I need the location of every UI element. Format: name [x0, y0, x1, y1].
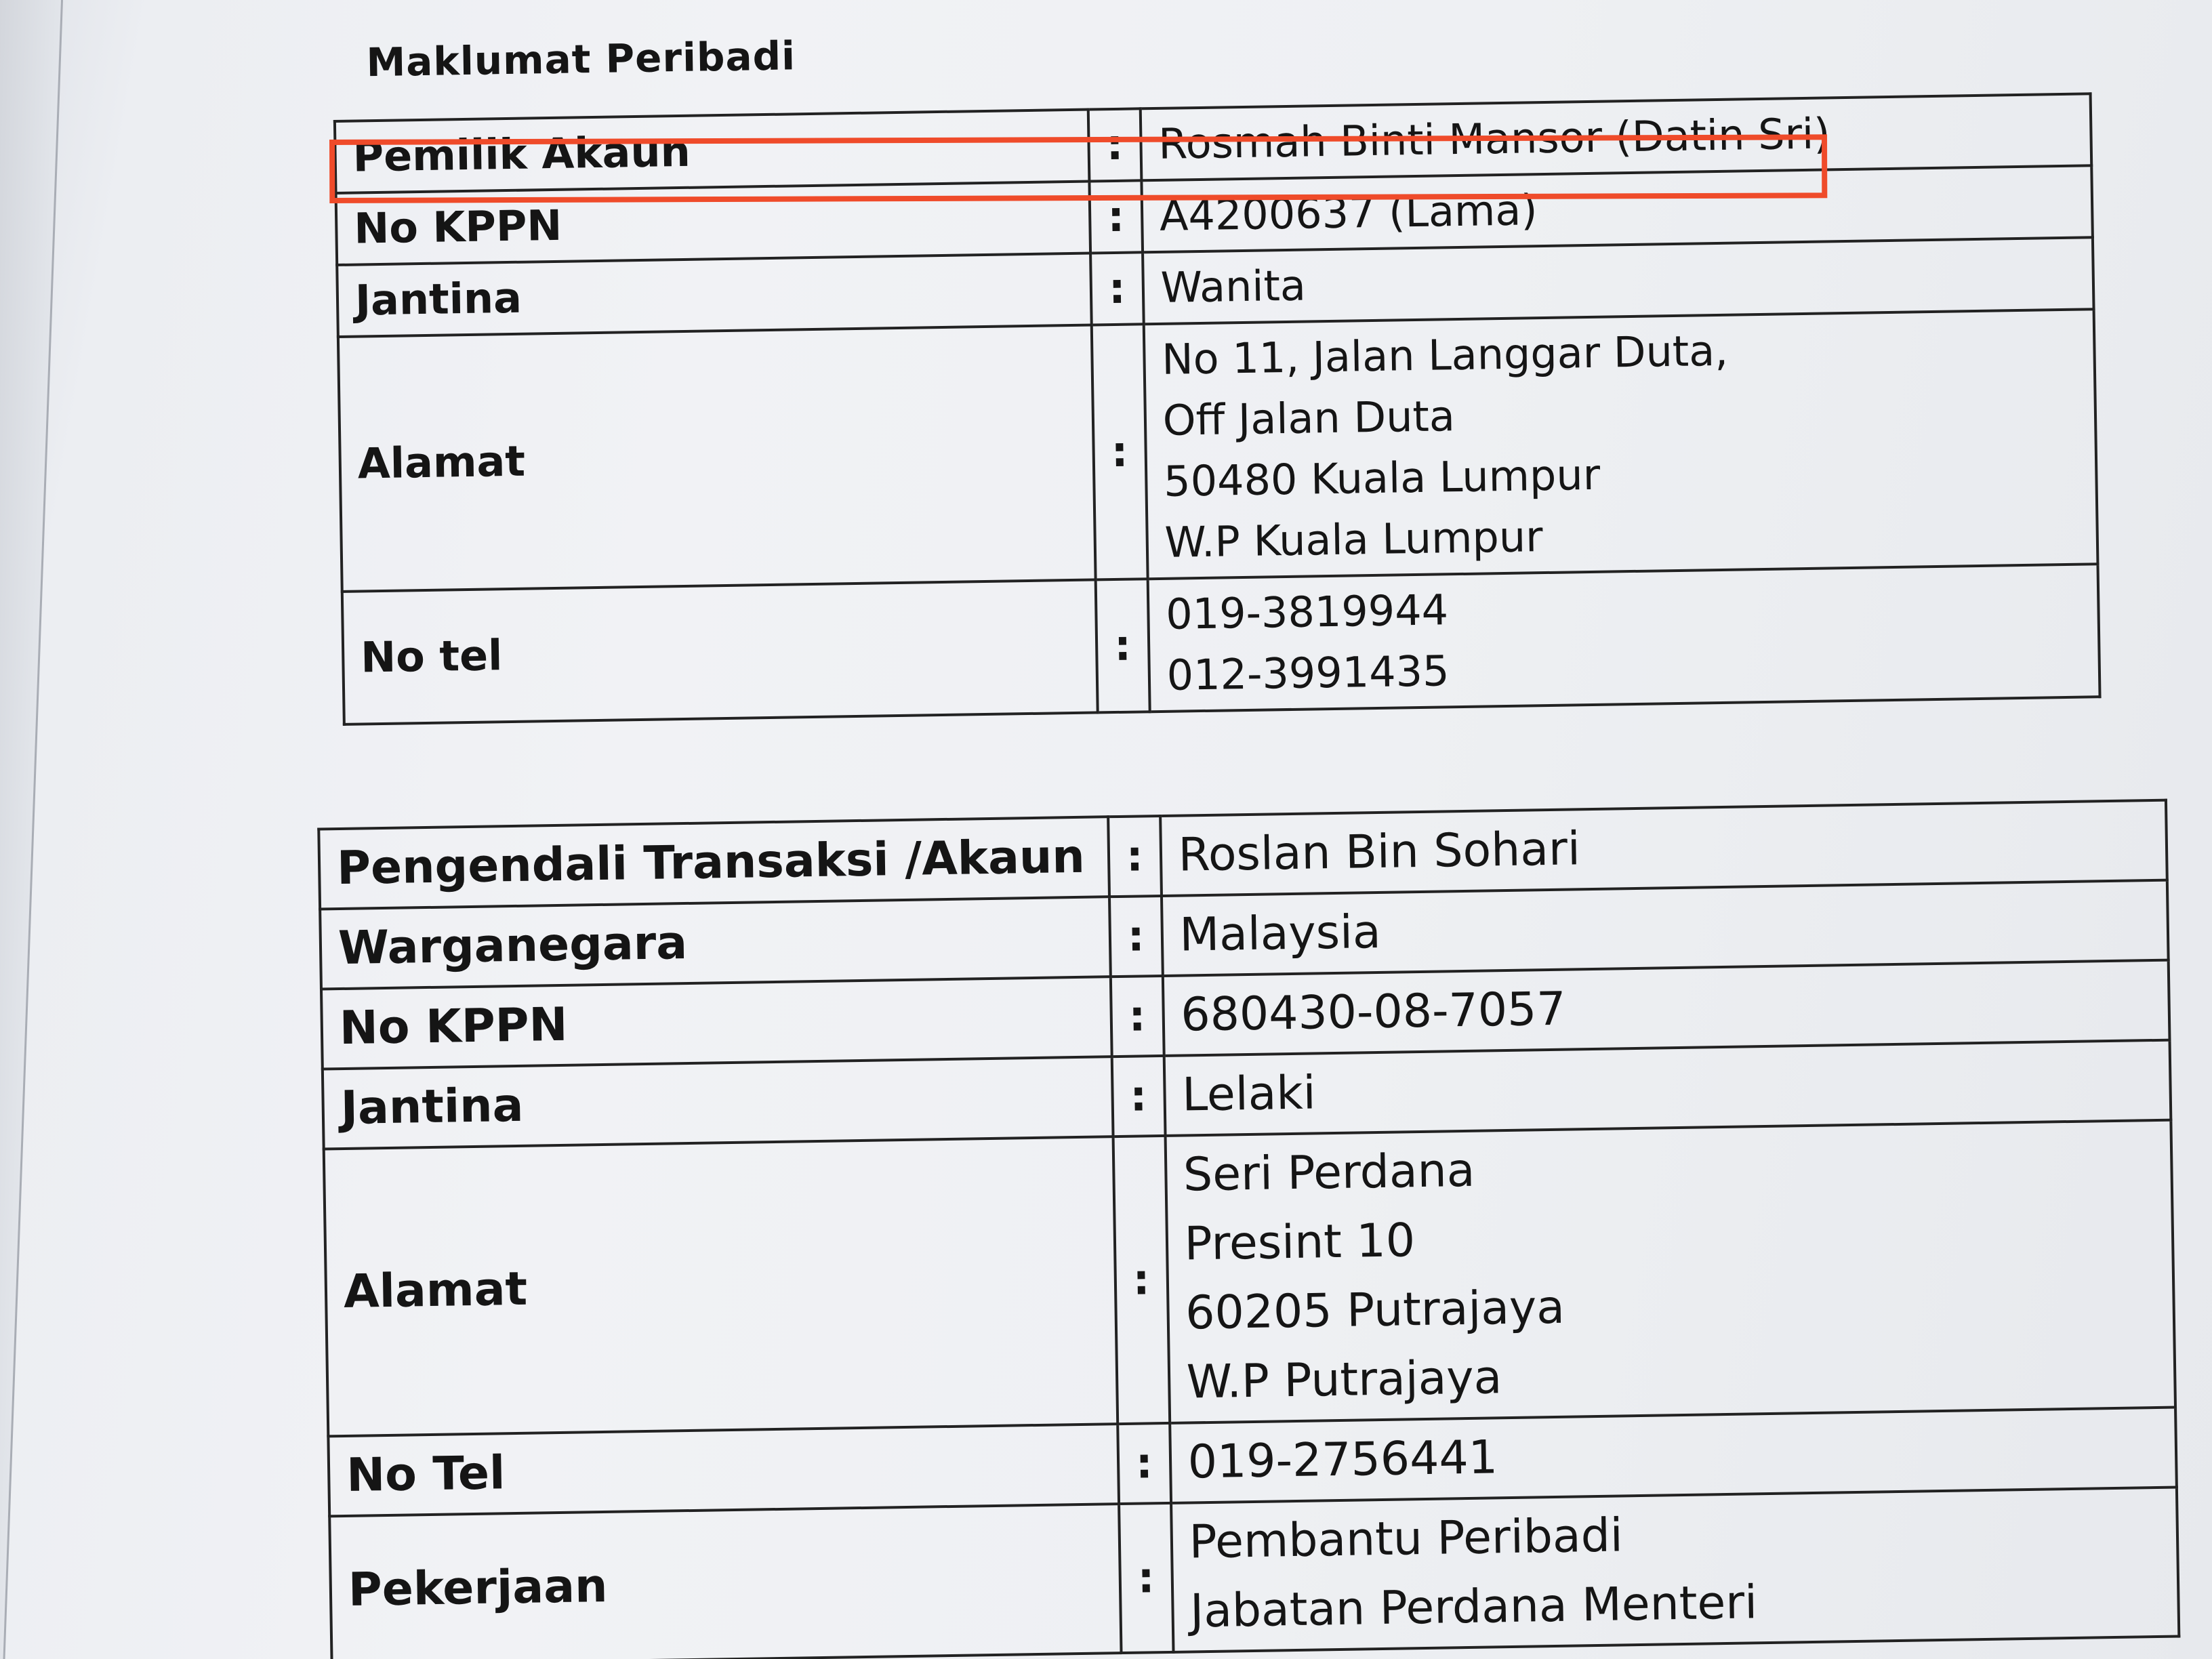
row-separator: : — [1089, 180, 1142, 253]
row-separator: : — [1119, 1503, 1173, 1653]
value-line: 019-3819944 — [1165, 585, 1449, 639]
page-edge — [0, 0, 63, 1659]
value-line: 012-3991435 — [1166, 646, 1450, 700]
table-row — [324, 1120, 2175, 1437]
highlight-box — [329, 134, 1827, 203]
row-value — [1162, 880, 2169, 976]
row-value — [1171, 1488, 2179, 1652]
value-line: No 11, Jalan Langgar Duta, — [1161, 325, 1729, 384]
value-line: Presint 10 — [1184, 1214, 1416, 1271]
value-line: Seri Perdana — [1183, 1143, 1475, 1202]
table-row — [338, 309, 2097, 592]
value-line: 50480 Kuala Lumpur — [1163, 449, 1601, 506]
document-title: Maklumat Peribadi — [365, 33, 796, 86]
row-value — [1160, 800, 2167, 896]
row-separator: : — [1090, 252, 1143, 325]
row-value — [1164, 1040, 2171, 1136]
value-line: 680430-08-7057 — [1180, 982, 1567, 1042]
value-line: W.P Kuala Lumpur — [1164, 512, 1544, 567]
row-value — [1162, 960, 2169, 1056]
value-line: Off Jalan Duta — [1162, 391, 1456, 445]
row-value — [1144, 309, 2098, 579]
row-separator: : — [1118, 1423, 1171, 1504]
value-line: 60205 Putrajaya — [1185, 1280, 1565, 1340]
value-line: 019-2756441 — [1187, 1431, 1498, 1490]
value-line: W.P Putrajaya — [1186, 1351, 1502, 1410]
row-separator: : — [1096, 579, 1150, 712]
row-separator: : — [1092, 324, 1148, 579]
row-label: Pekerjaan — [329, 1504, 1121, 1659]
value-line: Rosmah Binti Mansor (Datin Sri) — [1158, 108, 1830, 169]
row-value — [1170, 1408, 2177, 1503]
row-value — [1165, 1120, 2175, 1423]
row-label: Jantina — [337, 253, 1092, 337]
row-separator: : — [1108, 816, 1162, 897]
row-label: Jantina — [323, 1057, 1113, 1149]
row-separator: : — [1112, 1056, 1166, 1136]
row-label: Alamat — [324, 1136, 1118, 1436]
row-separator: : — [1109, 896, 1163, 977]
value-line: Roslan Bin Sohari — [1178, 822, 1581, 882]
row-label: Pengendali Transaksi /Akaun — [319, 817, 1109, 909]
row-separator: : — [1111, 976, 1164, 1057]
row-value — [1147, 564, 2100, 712]
row-label: Pemilik Akaun — [335, 110, 1090, 193]
handler-table — [317, 799, 2180, 1659]
row-separator: : — [1113, 1136, 1169, 1424]
value-line: Malaysia — [1179, 905, 1382, 962]
document-page — [291, 12, 2180, 1659]
value-line: A4200637 (Lama) — [1159, 185, 1538, 241]
row-label: No KPPN — [321, 977, 1112, 1069]
value-line: Pembantu Peribadi — [1188, 1509, 1624, 1570]
table-row — [342, 564, 2100, 724]
value-line: Wanita — [1160, 260, 1307, 312]
row-label: No tel — [342, 579, 1098, 724]
row-separator: : — [1088, 108, 1141, 181]
row-label: No Tel — [328, 1424, 1119, 1516]
row-label: Alamat — [338, 325, 1096, 592]
value-line: Lelaki — [1181, 1066, 1317, 1122]
value-line: Jabatan Perdana Menteri — [1189, 1576, 1758, 1639]
table-row — [329, 1488, 2179, 1659]
row-label: Warganegara — [320, 897, 1111, 989]
row-label: No KPPN — [336, 182, 1091, 265]
